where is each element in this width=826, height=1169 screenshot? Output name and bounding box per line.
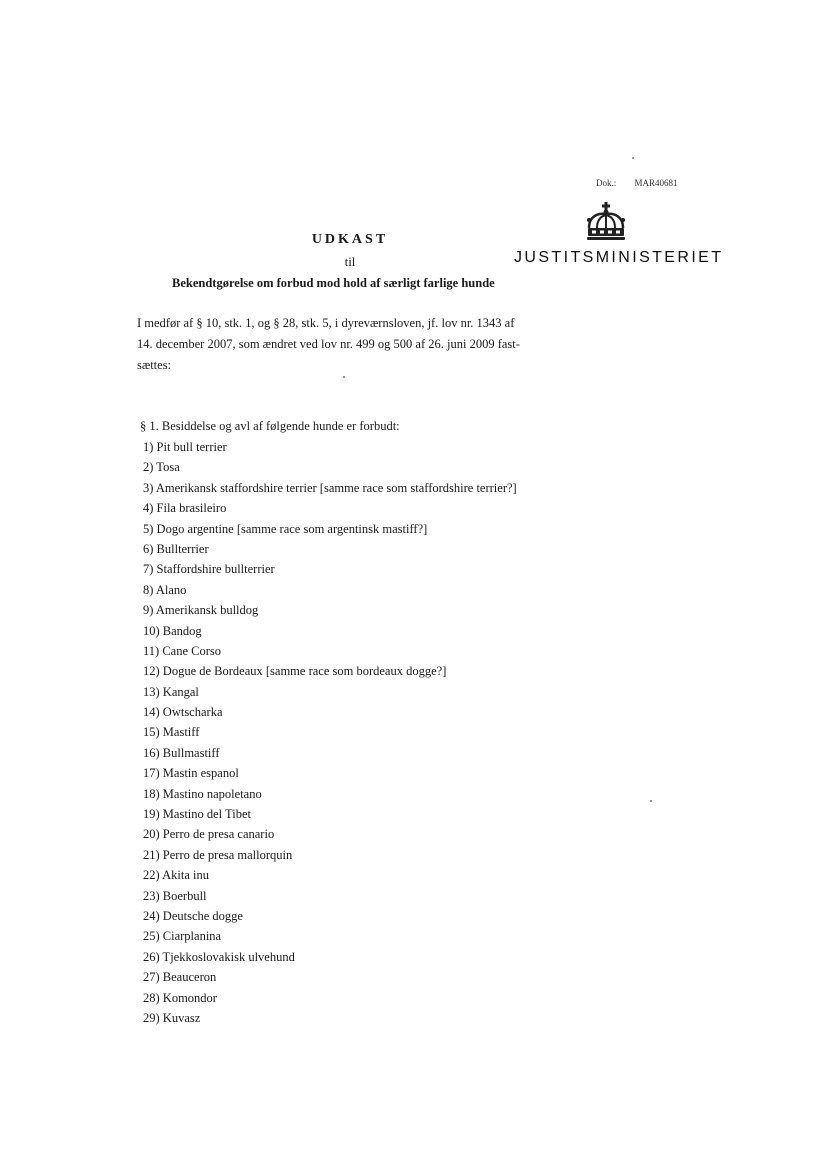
document-reference-label: Dok.:	[596, 178, 617, 188]
list-item: 9) Amerikansk bulldog	[143, 603, 259, 618]
breed-list	[140, 437, 640, 1028]
list-item: 1) Pit bull terrier	[143, 440, 227, 454]
ministry-name: JUSTITSMINISTERIET	[514, 249, 724, 266]
preamble	[137, 313, 577, 376]
list-item: 29) Kuvasz	[143, 1010, 201, 1025]
scan-speck	[343, 376, 345, 378]
scan-speck	[632, 157, 634, 159]
scan-speck	[650, 800, 652, 802]
list-item: 13) Kangal	[143, 684, 199, 699]
document-title: Bekendtgørelse om forbud mod hold af særligt farlige hunde	[172, 276, 495, 290]
list-item: 21) Perro de presa mallorquin	[143, 847, 293, 862]
list-item: 23) Boerbull	[143, 888, 207, 903]
preamble-line: I medfør af § 10, stk. 1, og § 28, stk. 5, i dyreværnsloven, jf. lov nr. 1343 af	[137, 316, 515, 330]
list-item: 24) Deutsche dogge	[143, 908, 243, 923]
list-item: 8) Alano	[143, 582, 187, 597]
list-item: 17) Mastin espanol	[143, 766, 239, 781]
list-item: 6) Bullterrier	[143, 541, 209, 556]
list-item: 16) Bullmastiff	[143, 745, 220, 760]
list-item: 18) Mastino napoletano	[143, 786, 262, 801]
draft-til: til	[344, 254, 356, 269]
list-item: 5) Dogo argentine [samme race som argentinsk mastiff?]	[143, 521, 428, 536]
section-1	[140, 416, 640, 1028]
list-item: 10) Bandog	[143, 623, 202, 638]
list-item: 22) Akita inu	[143, 868, 209, 883]
list-item: 20) Perro de presa canario	[143, 827, 275, 842]
royal-crown-icon	[584, 202, 628, 242]
list-item: 2) Tosa	[143, 460, 180, 475]
document-reference-id: MAR40681	[634, 178, 678, 188]
draft-label: UDKAST	[311, 232, 389, 247]
list-item: 25) Ciarplanina	[143, 929, 222, 944]
list-item: 27) Beauceron	[143, 970, 217, 985]
preamble-line: 14. december 2007, som ændret ved lov nr. 499 og 500 af 26. juni 2009 fast-	[137, 337, 520, 351]
list-item: 14) Owtscharka	[143, 705, 223, 720]
list-item: 26) Tjekkoslovakisk ulvehund	[143, 949, 295, 964]
list-item: 12) Dogue de Bordeaux [samme race som bordeaux dogge?]	[143, 664, 447, 679]
list-item: 7) Staffordshire bullterrier	[143, 562, 275, 577]
list-item: 15) Mastiff	[143, 725, 200, 740]
list-item: 11) Cane Corso	[143, 643, 221, 658]
section-heading: § 1. Besiddelse og avl af følgende hunde er forbudt:	[140, 419, 400, 433]
preamble-line: sættes:	[137, 358, 172, 372]
list-item: 28) Komondor	[143, 990, 217, 1005]
document-reference	[596, 178, 678, 188]
list-item: 3) Amerikansk staffordshire terrier [samme race som staffordshire terrier?]	[143, 480, 517, 495]
list-item: 4) Fila brasileiro	[143, 501, 227, 516]
list-item: 19) Mastino del Tibet	[143, 807, 251, 822]
